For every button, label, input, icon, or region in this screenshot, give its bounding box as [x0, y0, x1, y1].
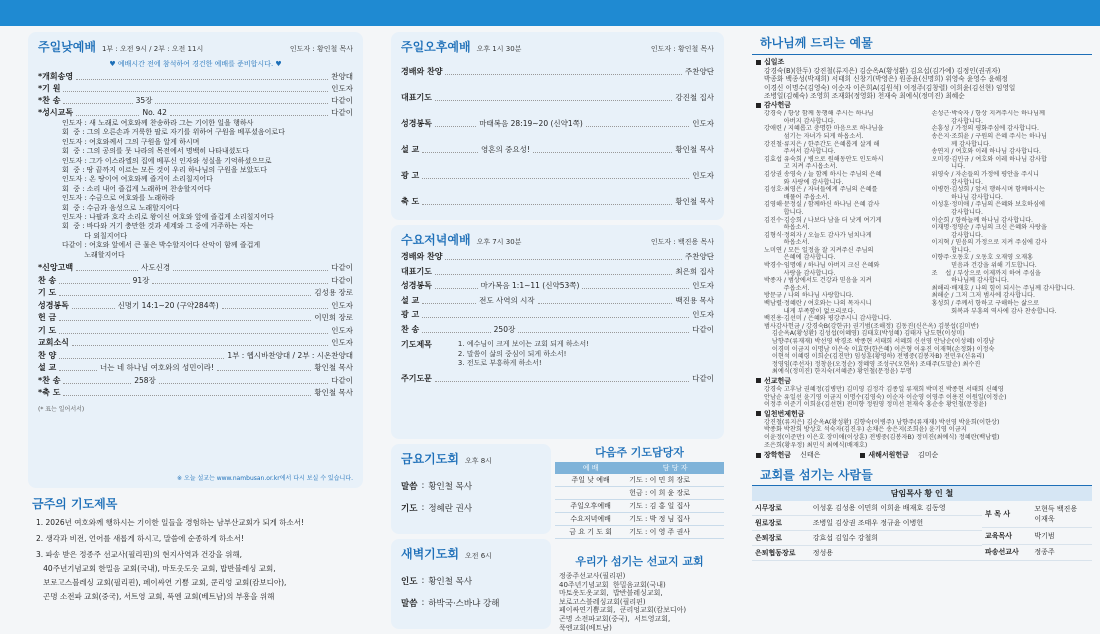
- order-center: 마태복음 28:19~20 (신약1쪽): [479, 119, 583, 128]
- prayer-item: 2. 생각과 비전, 언어를 새롭게 하시고, 말씀에 순종하게 하소서!: [36, 534, 244, 543]
- dots: [72, 340, 328, 346]
- staff-names: 이성훈 김성용 이민희 이희윤 배재호 김동영: [810, 501, 982, 516]
- morning-title: 주일낮예배: [38, 40, 96, 54]
- nextweek-table: [555, 462, 724, 539]
- afternoon-title: 주일오후예배: [401, 40, 471, 54]
- lords-prayer-value: 다같이: [692, 373, 714, 383]
- order-label: *찬 송: [38, 96, 61, 105]
- staff-names: 정성용: [810, 546, 982, 561]
- order-value: 이민희 장로: [314, 313, 353, 323]
- order-center: No. 42: [142, 108, 167, 117]
- order-label: *개회송영: [38, 72, 74, 81]
- dots: [435, 283, 478, 289]
- order-value: 1부 : 헵시바찬양대 / 2부 : 시온찬양대: [227, 350, 353, 360]
- order-row: [391, 137, 724, 163]
- dots: [59, 353, 224, 359]
- order-row: [28, 275, 363, 288]
- thanks-right: 손성근·박숙자 / 항상 지켜주시는 하나님께 감사합니다. 손흥성 / 가정의 평화주심에 감사합니다. 송은지·조희윤 / 구원의 은혜 주시는 하나님 께 감사합니다. 송연지 / 여호와 이레 하나님 감사합니다. 오미경·김민규 / 여호와 이레 하나님 감사합 니다. 위영숙 / 자손들의 가정에 평안을 주시니 감사합니다. 이병헌·김성희 / 앞서 행하시며 함께하시는 하나님 감사합니다. 이성훈·정미애 / 주님의 은혜와 보호하심에 감사합니다. 이순희 / 항하늘께 하나님 감사합니다. 이재명·정영순 / 주님의 크신 은혜와 사랑을 감사합니다. 이지혁 / 믿음의 가정으로 지켜 주심에 감사 합니다. 이향주·오동호 / 오동호 오재영 오재홍 믿음과 건강을 위해 기도합니다. 조 섭 / 부상으로 이제까지 하여 주심을 하나님께 감사합니다. 최해리·배재호 / 나의 힘이 되시는 주님께 감사합니다. 최해순 / 그저 그저 범사에 감사합니다. 홍성희 / 주께서 항하고 구해하는 삶으로 회복과 부흥의 역사에 감사 찬송합니다.: [931, 110, 1075, 315]
- afternoon-order: [391, 57, 724, 215]
- wednesday-title: 수요저녁예배: [401, 233, 471, 247]
- dawn-word: 하박국·스바냐 강해: [428, 599, 500, 609]
- staff-role: 시무장로: [752, 501, 810, 516]
- staff-names: 박기범: [1031, 528, 1092, 544]
- order-value: 강진철 집사: [675, 93, 714, 102]
- order-label: *성시교독: [38, 108, 74, 117]
- dots: [518, 327, 689, 333]
- staff-role: 은퇴장로: [752, 531, 810, 546]
- order-value: 인도자: [331, 338, 353, 348]
- staff-names: 모현득 백진용 이재욱: [1031, 501, 1092, 528]
- order-row: [28, 362, 363, 375]
- staff-row: [752, 501, 982, 516]
- order-label: *기 원: [38, 84, 61, 93]
- staff-row: [982, 544, 1092, 560]
- order-label: 설 교: [38, 363, 57, 373]
- dots: [59, 290, 311, 296]
- order-label: 교회소식: [38, 338, 69, 348]
- column-right: [752, 34, 1092, 561]
- dots: [422, 199, 672, 205]
- order-center: 250장: [493, 324, 516, 334]
- order-row: [391, 250, 724, 265]
- offering-list: [752, 54, 1092, 462]
- afternoon-box: [391, 32, 724, 220]
- missions-body: 정종주선교사(필리핀) 40주년기념교회 한밀음교회(국내) 마토옷도옷교회, 밥반블레싱교회, 보로고스블레싱교회(필리핀) 페이싸연기쁨교회, 쿤리엉교회(캄보디아) 곤명 소전파교회(중국), 서트영교회, 푹엔교회(베트남): [559, 572, 687, 632]
- wednesday-box: [391, 225, 724, 439]
- wednesday-order: [391, 250, 724, 337]
- order-label: 광 고: [401, 171, 420, 180]
- order-label: 기 도: [38, 325, 57, 335]
- friday-title: 금요기도회: [401, 452, 459, 466]
- wed-prayer-label: 기도제목: [401, 340, 432, 349]
- prayer-item: 3. 파송 받은 정종주 선교사(필리핀)의 현지사역과 건강을 위해, 40주년기념교회 한밀음 교회(국내), 마토옷도옷 교회, 밥반블레싱 교회, 보로고스블레싱 교회(필리핀), 페이싸연 기쁨 교회, 쿤리엉 교회(캄보디아), 곤명 소전파 교회(중국), 서트영 교회, 푹엔 교회(베트남)의 부흥을 위해: [36, 550, 287, 601]
- dots: [76, 74, 328, 80]
- staff-names: 강효섭 김일수 강철희: [810, 531, 982, 546]
- dots: [435, 95, 672, 101]
- order-row: [391, 308, 724, 323]
- staff-title: 교회를 섬기는 사람들: [760, 468, 873, 483]
- order-label: 성경봉독: [401, 281, 432, 291]
- order-center: 신명기 14:1~20 (구약284쪽): [117, 300, 219, 310]
- dots: [538, 298, 673, 304]
- order-center: 전도 사역의 시작: [479, 295, 535, 305]
- order-label: 대표기도: [401, 266, 432, 276]
- friday-word: 황인철 목사: [428, 482, 473, 492]
- order-row: [28, 312, 363, 325]
- dawn-word-label: 말씀: [401, 599, 418, 609]
- friday-prayer: 정혜란 권사: [428, 504, 473, 514]
- dots: [152, 278, 328, 284]
- dots: [72, 303, 115, 309]
- nextweek-cell: 기도 : 김 홍 일 집사: [626, 500, 724, 513]
- order-value: 황인철 목사: [314, 363, 353, 373]
- order-label: 광 고: [401, 310, 420, 320]
- staff-row: [752, 516, 982, 531]
- thanks-left: 강경숙 / 항상 함께 동행해 주시는 하나님 아버지 감사합니다. 강애련 / 지혜롭고 충명한 마음으로 하나님을 섬기는 자녀가 되게 하옵소서. 강진철·류지은 / 한주간도 은혜롭게 살게 해 주셔서 감사합니다. 김효섭 유숙희 / 병으로 원해동안도 인도하시 고 지켜 주시옵소서. 김상권 송영숙 / 늘 함께 하시는 주님의 은혜 와 사랑에 감사합니다. 김성호·최영은 / 자녀들에게 주님의 은혜를 배풀어 주옵소서. 김영해·문정실 / 함께하신 하나님 은혜 감사 합니다. 김진수·김승희 / 나보다 남을 더 낫게 여기게 하옵소서. 김형식·정의자 / 오늘도 감사가 넘치나게 하옵소서. 노미연 / 모든 일정을 잘 지켜주신 주님의 은혜에 감사합니다. 박경수·임명애 / 하나님 아버지 크신 은혜와 사랑을 감사합니다. 박종자 / 범상에서도 건강과 믿음을 지켜 주옵소서. 방문규 / 나의 하나님 사랑합니다. 백남렬·정혜란 / 여호와는 나의 목자시니 내게 부족함이 없으리로다. 백진용·김선미 / 은혜와 평강주시니 감사합니다.: [764, 110, 892, 323]
- newyear-label: 새해서원헌금: [868, 451, 909, 460]
- prayer-list: [32, 516, 359, 604]
- order-value: 다같이: [331, 263, 353, 273]
- nextweek-cell: 헌금 : 이 희 윤 장로: [626, 487, 724, 500]
- order-value: 다같이: [331, 108, 353, 117]
- prayer-item: 1. 2026년 여호와께 행하시는 기이한 일들을 경험하는 남부산교회가 되게 하소서!: [36, 518, 305, 527]
- order-value: 인도자: [692, 310, 714, 320]
- order-row: [391, 163, 724, 189]
- order-value: 황인철 목사: [675, 197, 714, 206]
- order-value: 찬양대: [331, 72, 353, 81]
- senior-pastor: 담임목사 황 인 철: [752, 486, 1092, 501]
- order-value: 다같이: [331, 375, 353, 385]
- elders-table: [752, 501, 982, 561]
- footnote: (* 표는 일어서서): [38, 405, 85, 413]
- dawn-time: 오전 6시: [464, 552, 492, 560]
- order-value: 김성용 장로: [314, 288, 353, 298]
- order-row: [28, 300, 363, 313]
- staff-row: [752, 531, 982, 546]
- staff-names: 조병일 김상권 조태우 정규윤 이병헌: [810, 516, 982, 531]
- staff-row: [982, 528, 1092, 544]
- nextweek-row: [555, 513, 724, 526]
- dots: [63, 86, 328, 92]
- dots: [159, 378, 328, 384]
- order-label: 찬 송: [38, 275, 57, 285]
- order-label: 찬 송: [401, 324, 420, 334]
- order-label: 경배와 찬양: [401, 252, 443, 262]
- order-value: 주찬양단: [685, 252, 714, 262]
- responsive-reading: 인도자 : 새 노래로 여호와께 찬송하라 그는 기이한 일을 행하사 회 중 : 그의 오른손과 거룩한 팔로 자기를 위하여 구원을 베푸셨음이로다 인도자 : 여호와께서 그의 구원을 알게 하시며 회 중 : 그의 공의를 뭇 나라의 목전에서 명백히 나타내셨도다 인도자 : 그가 이스라엘의 집에 베푸신 인자와 성실을 기억하셨으므로 회 중 : 땅 끝까지 이르는 모든 것이 우리 하나님의 구원을 보았도다 인도자 : 온 땅이여 여호와께 즐거이 소리칠지어다 회 중 : 소리 내어 즐겁게 노래하며 찬송할지어다 인도자 : 수금으로 여호와를 노래하라 회 중 : 수금과 음성으로 노래할지어다 인도자 : 나팔과 호각 소리로 왕이신 여호와 앞에 즐겁게 소리칠지어다 회 중 : 바다와 거기 충만한 것과 세계와 그 중에 거주하는 자는 다 외칠지어다 다같이 : 여호와 앞에서 큰 물은 박수할지어다 산악이 함께 즐겁게 노래할지어다: [62, 119, 285, 259]
- staff-names: 정종주: [1031, 544, 1092, 560]
- dots: [59, 365, 97, 371]
- dots: [422, 327, 490, 333]
- order-value: 인도자: [692, 281, 714, 291]
- thanks-general: 범사감사헌금 / 강경숙B(강한규) 권기범(조해정) 김동진(신은옥) 김봉섭(김미반) 김순옥A(황성환) 김성섭(이혜영) 김태호(박성혜) 김태자 남도현(이성미) 남향주(류재재) 박선영 박경조 박종현 서태희 서혜희 신선영 안남순(이성혜) 이경남 이경미 이금지 이명남 이은숙 이효한(한은혜) 이은형 이유진 이재혁(손정화) 이정숙 이현석 이혜령 이희순(김진만) 임성훈(황영하) 전병중(김봉자B) 전민우(신유리) 정영임(주선자) 정창윤(오정순) 정혜영 조성구(오현옥) 조태주(도말순) 최수진 최예식(정미진) 한지숙(서혜준) 황인철(문정윤) 무명: [764, 322, 995, 376]
- dots: [63, 390, 311, 396]
- order-center: 너는 네 하나님 여호와의 성민이라!: [100, 363, 214, 373]
- top-banner: [0, 0, 1100, 26]
- order-row: [28, 375, 363, 388]
- dots: [76, 110, 139, 116]
- order-label: 대표기도: [401, 93, 432, 102]
- order-label: 헌 금: [38, 313, 57, 323]
- dots: [582, 283, 689, 289]
- column-middle: [391, 32, 724, 632]
- offering-title: 하나님께 드리는 예물: [760, 36, 873, 50]
- lords-prayer-label: 주기도문: [401, 373, 432, 383]
- dots: [435, 269, 672, 275]
- tithe-names: 강경숙(B)(한두) 강진철(류지은) 김순옥A(황성환) 김요섭(김가예) 김정인(권귀자) 박종화 백종성(박재희) 서태희 신창기(박영은) 원종윤(신명희) 위영숙 윤영수 윤해정 이경신 이명수(김영숙) 이순자 이은희A(김원석) 이정주(김창렬) 이희윤(김선현) 임영일 조병일(김혜숙) 조영희 조재화(정영화) 천재숙 최예식(정미진) 최혜순: [764, 67, 1016, 100]
- order-value: 주찬양단: [685, 67, 714, 76]
- friday-box: 금요기도회 오후 8시 말씀 : 황인철 목사 기도 : 정혜란 권사: [391, 444, 551, 534]
- dots: [170, 110, 328, 116]
- staff-role: 파송선교사: [982, 544, 1031, 560]
- order-value: 황인철 목사: [314, 388, 353, 398]
- order-row: [391, 279, 724, 294]
- order-value: 황인철 목사: [675, 145, 714, 154]
- dots: [63, 378, 131, 384]
- order-row: [391, 59, 724, 85]
- order-label: 설 교: [401, 295, 420, 305]
- pastors-table: [982, 501, 1092, 561]
- order-value: 최은희 집사: [675, 266, 714, 276]
- order-value: 인도자: [331, 325, 353, 335]
- dots: [63, 98, 132, 104]
- order-row: [28, 95, 363, 107]
- staff-role: 부 목 사: [982, 501, 1031, 528]
- staff-role: 교육목사: [982, 528, 1031, 544]
- dots: [586, 121, 689, 127]
- order-label: *신앙고백: [38, 263, 74, 273]
- order-label: 찬 양: [38, 350, 57, 360]
- column-left: [28, 32, 363, 613]
- staff-row: [752, 546, 982, 561]
- order-row: [391, 189, 724, 215]
- order-center: 영혼의 중요성!: [481, 145, 530, 154]
- thousand-names: 강진철(류지은) 김순옥A(황성환) 김향숙(이병주) 남향주(류재재) 박선영 박윤희(이한상) 박종화 박찬희 방상호 석숙자(김진우) 손채은 송은지(조희윤) 윤기영 이금지 이윤정(이준만) 이은호 장미애(이상훈) 전병중(김봉자B) 정미진(최예식) 정혜란(백남렬) 조은희(황우정) 최민식 최예식(배재호): [764, 418, 1000, 449]
- order-label: 설 교: [401, 145, 420, 154]
- nextweek-col2: 담 당 자: [662, 464, 688, 472]
- order-row: [28, 83, 363, 95]
- dawn-leader-label: 인도: [401, 577, 418, 587]
- order-center: 마가복음 1:1~11 (신약53쪽): [480, 281, 580, 291]
- dots: [533, 147, 672, 153]
- order-label: *축 도: [38, 388, 61, 398]
- order-value: 다같이: [331, 275, 353, 285]
- order-center: 91장: [132, 275, 150, 285]
- missions-title: 우리가 섬기는 선교지 교회: [575, 555, 704, 568]
- nextweek-title: 다음주 기도담당자: [595, 446, 684, 459]
- order-row: [28, 287, 363, 300]
- order-row: [391, 265, 724, 280]
- nextweek-cell: 기도 : 이 민 희 장로: [626, 474, 724, 487]
- order-row: [28, 262, 363, 275]
- wednesday-time: 오후 7시 30분: [476, 238, 522, 246]
- order-row: [28, 325, 363, 338]
- order-value: 다같이: [692, 324, 714, 334]
- dots: [59, 278, 129, 284]
- dots: [435, 121, 476, 127]
- dots: [422, 173, 689, 179]
- afternoon-time: 오후 1시 30분: [476, 45, 522, 53]
- friday-time: 오후 8시: [464, 457, 492, 465]
- nextweek-row: [555, 500, 724, 513]
- order-center: 258장: [134, 375, 156, 385]
- dots: [222, 303, 329, 309]
- dots: [445, 69, 682, 75]
- prayer-section: [28, 488, 363, 613]
- nextweek-cell: 주일 낮 예배: [555, 474, 626, 487]
- dawn-box: 새벽기도회 오전 6시 인도 : 황인철 목사 말씀 : 하박국·스바냐 강해: [391, 539, 551, 629]
- dots: [422, 312, 689, 318]
- order-row: [28, 337, 363, 350]
- order-value: 인도자: [331, 300, 353, 310]
- nextweek-row: [555, 487, 724, 500]
- order-row: [391, 111, 724, 137]
- wed-prayer-items: 1. 예수님이 크게 보이는 교회 되게 하소서! 2. 말씀이 삶의 중심이 되게 하소서! 3. 전도로 부흥하게 하소서!: [457, 340, 589, 367]
- mission-names: 강경숙 고후남 권혜정(김병만) 김미영 김정각 김종일 류재희 박미진 박종현 서태희 신혜영 안남순 유일선 윤기영 이금지 이명수(김영숙) 이순자 이순영 이영주 이용진 이원일(이정순) 이정주 이준기 이희윤(김선현) 전미향 정원영 정미선 천재숙 홍순송 황인철(문정윤): [764, 385, 1007, 409]
- order-row: [391, 294, 724, 309]
- order-row: [28, 71, 363, 83]
- wednesday-leader: 인도자 : 백진용 목사: [650, 238, 714, 246]
- scholarship-label: 장학헌금: [764, 451, 792, 460]
- afternoon-leader: 인도자 : 황인철 목사: [650, 45, 714, 53]
- order-center: 사도신경: [141, 263, 171, 273]
- order-row: [391, 85, 724, 111]
- newyear-names: 김미순: [917, 451, 939, 460]
- morning-order-2: [28, 262, 363, 400]
- order-value: 인도자: [331, 84, 353, 93]
- order-row: [28, 107, 363, 119]
- nextweek-cell: [555, 487, 626, 500]
- dawn-title: 새벽기도회: [401, 547, 459, 561]
- thousand-label: 일천번제헌금: [764, 409, 805, 418]
- dots: [173, 265, 328, 271]
- dots: [155, 98, 328, 104]
- friday-word-label: 말씀: [401, 482, 418, 492]
- dots: [445, 254, 682, 260]
- dots: [422, 298, 476, 304]
- mission-label: 선교헌금: [764, 376, 792, 385]
- morning-order-1: [28, 71, 363, 119]
- dots: [59, 328, 328, 334]
- order-label: 경배와 찬양: [401, 67, 443, 76]
- morning-time: 1부 : 오전 9시 / 2부 : 오전 11시: [101, 45, 204, 53]
- nextweek-row: [555, 526, 724, 539]
- order-row: [28, 350, 363, 363]
- nextweek-row: [555, 474, 724, 487]
- order-label: 성경봉독: [38, 300, 69, 310]
- dots: [422, 147, 478, 153]
- staff-row: [982, 501, 1092, 528]
- nextweek-cell: 금 요 기 도 회: [555, 526, 626, 539]
- staff-role: 원로장로: [752, 516, 810, 531]
- dawn-leader: 황인철 목사: [428, 577, 473, 587]
- order-center: 35장: [135, 96, 153, 105]
- morning-worship-box: [28, 32, 363, 488]
- order-value: 백진용 목사: [675, 295, 714, 305]
- staff-role: 은퇴협동장로: [752, 546, 810, 561]
- thanks-label: 감사헌금: [764, 101, 792, 110]
- dots: [59, 315, 311, 321]
- prayer-title: 금주의 기도제목: [32, 497, 118, 511]
- nextweek-col1: 예 배: [582, 464, 599, 472]
- nextweek-cell: 기도 : 이 영 주 권사: [626, 526, 724, 539]
- order-value: 다같이: [331, 96, 353, 105]
- scholarship-names: 신태은: [800, 451, 821, 460]
- order-label: 축 도: [401, 197, 420, 206]
- order-row: [391, 323, 724, 338]
- nextweek-cell: 주일오후예배: [555, 500, 626, 513]
- nextweek-cell: 수요저녁예배: [555, 513, 626, 526]
- morning-leader: 인도자 : 황인철 목사: [289, 45, 353, 53]
- order-label: 성경봉독: [401, 119, 432, 128]
- morning-notice: ♥ 예배시간 전에 참석하여 경건한 예배를 준비합시다. ♥: [109, 60, 282, 68]
- website-note: ※ 오늘 설교는 www.nambusan.or.kr에서 다시 보실 수 있습니다.: [177, 475, 353, 482]
- order-label: 기 도: [38, 288, 57, 298]
- dots: [217, 365, 311, 371]
- nextweek-cell: 기도 : 박 정 님 집사: [626, 513, 724, 526]
- order-row: [28, 387, 363, 400]
- order-value: 인도자: [692, 171, 714, 180]
- order-label: *찬 송: [38, 375, 61, 385]
- tithe-label: 십일조: [764, 58, 785, 66]
- staff-box: [752, 485, 1092, 561]
- dots: [76, 265, 138, 271]
- friday-prayer-label: 기도: [401, 504, 418, 514]
- order-value: 인도자: [692, 119, 714, 128]
